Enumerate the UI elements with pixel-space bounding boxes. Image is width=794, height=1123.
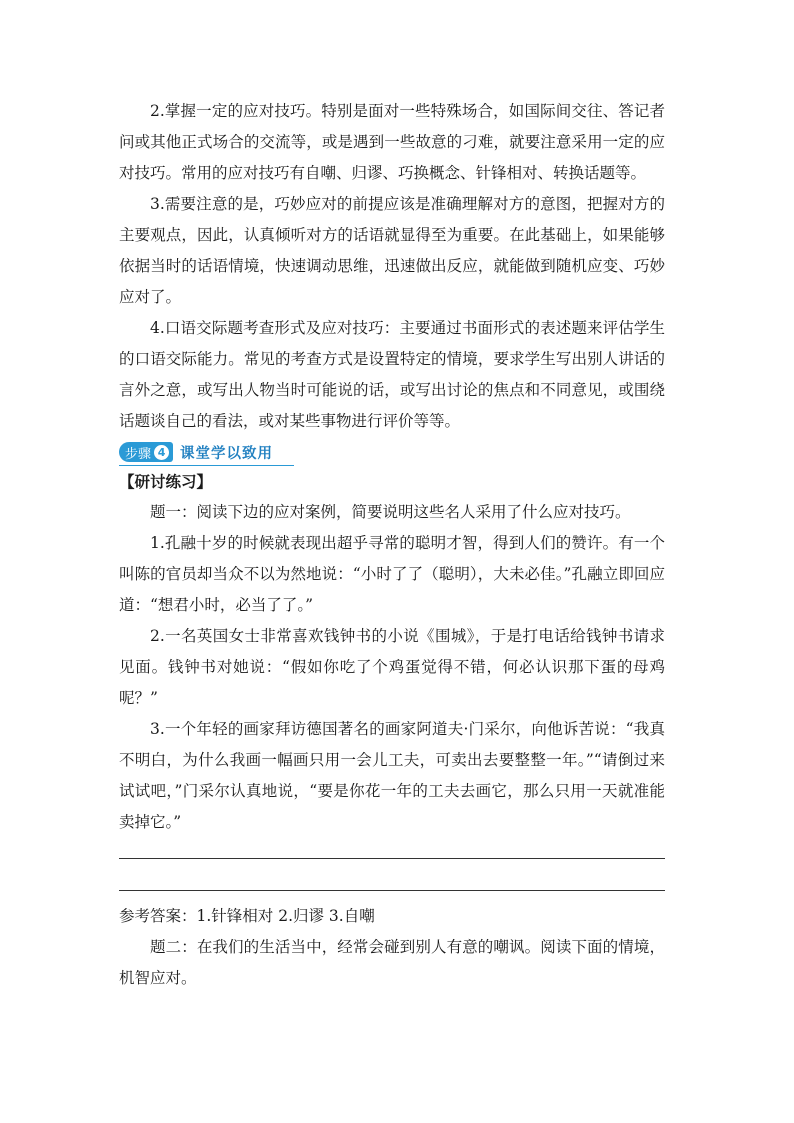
paragraph-4: 4.口语交际题考查形式及应对技巧：主要通过书面形式的表述题来评估学生的口语交际能力。常见的考查方式是设置特定的情境，要求学生写出别人讲话的言外之意，或写出人物当时可能说的话，或写出讨论的焦点和不同意见，或围绕话题谈自己的看法，或对某些事物进行评价等等。 [119,319,665,430]
question1-prompt: 题一：阅读下边的应对案例，简要说明这些名人采用了什么应对技巧。 [150,503,631,521]
step-header [119,439,294,466]
paragraph-3: 3.需要注意的是，巧妙应对的前提应该是准确理解对方的意图，把握对方的主要观点，因此，认真倾听对方的话语就显得至为重要。在此基础上，如果能够依据当时的话语情境，快速调动思维，迅速做出反应，就能做到随机应变、巧妙应对了。 [119,195,665,306]
step-number: 4 [154,445,169,460]
answer-line-2[interactable] [119,889,665,891]
step-badge [119,442,173,462]
section-title: 【研讨练习】 [119,472,213,491]
document-page [119,96,665,994]
reference-answer: 参考答案：1.针锋相对 2.归谬 3.自嘲 [119,907,375,925]
question1-item-2: 2.一名英国女士非常喜欢钱钟书的小说《围城》，于是打电话给钱钟书请求见面。钱钟书对她说：“假如你吃了个鸡蛋觉得不错，何必认识那下蛋的母鸡呢？” [119,627,665,707]
paragraph-2: 2.掌握一定的应对技巧。特别是面对一些特殊场合，如国际间交往、答记者问或其他正式场合的交流等，或是遇到一些故意的刁难，就要注意采用一定的应对技巧。常用的应对技巧有自嘲、归谬、巧换概念、针锋相对、转换话题等。 [119,102,665,182]
step-label: 步骤 [125,446,152,462]
step-title: 课堂学以致用 [180,445,274,462]
answer-line-1[interactable] [119,857,665,859]
question1-item-1: 1.孔融十岁的时候就表现出超乎寻常的聪明才智，得到人们的赞许。有一个叫陈的官员却当众不以为然地说：“小时了了（聪明），大未必佳。”孔融立即回应道：“想君小时，必当了了。” [119,534,665,614]
question1-item-3: 3.一个年轻的画家拜访德国著名的画家阿道夫·门采尔，向他诉苦说：“我真不明白，为什么我画一幅画只用一会儿工夫，可卖出去要整整一年。”“请倒过来试试吧，”门采尔认真地说，“要是你花一年的工夫去画它，那么只用一天就准能卖掉它。” [119,720,665,831]
question2-prompt: 题二：在我们的生活当中，经常会碰到别人有意的嘲讽。阅读下面的情境，机智应对。 [119,938,665,987]
